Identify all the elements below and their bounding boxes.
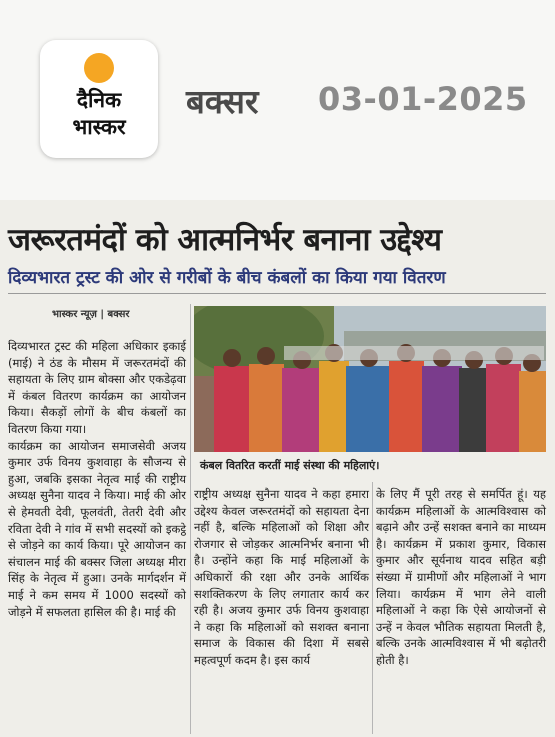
group-photo-illustration bbox=[194, 306, 546, 452]
masthead bbox=[0, 0, 555, 200]
article-column-right bbox=[376, 486, 546, 736]
article-headline: जरूरतमंदों को आत्मनिर्भर बनाना उद्देश्य bbox=[8, 222, 442, 258]
dainik-bhaskar-logo bbox=[40, 40, 158, 158]
article-column-left bbox=[8, 338, 186, 736]
edition-date: 03-01-2025 bbox=[318, 80, 528, 118]
photo-caption: कंबल वितरित करतीं माई संस्था की महिलाएं। bbox=[200, 459, 380, 472]
newspaper-clipping bbox=[0, 200, 555, 737]
logo-text-line1: दैनिक bbox=[76, 88, 122, 112]
logo-text-line2: भास्कर bbox=[72, 115, 126, 139]
column-divider bbox=[190, 304, 191, 734]
article-photo bbox=[194, 306, 546, 452]
column-divider bbox=[372, 482, 373, 734]
paragraph: कार्यक्रम का आयोजन समाजसेवी अजय कुमार उर्फ विनय कुशवाहा के सौजन्य से हुआ, जबकि इसका नेतृत्व माई की राष्ट्रीय अध्यक्ष सुनैना यादव ने किया। माई की ओर से हेमवती देवी, फूलवंती, तेतरी देवी और रविता देवी ने गांव में सभी सदस्यों को इकट्ठे से जोड़ने का कार्य किया। पूरे आयोजन का संचालन माई की बक्सर जिला अध्यक्ष मीरा सिंह के नेतृत्व में हुआ। उनके मार्गदर्शन में माई ने कम समय में 1000 सदस्यों को जोड़ने में सफलता हासिल की है। माई की bbox=[8, 438, 186, 619]
article-column-middle bbox=[194, 486, 369, 736]
paragraph: राष्ट्रीय अध्यक्ष सुनैना यादव ने कहा हमारा उद्देश्य केवल जरूरतमंदों को सहायता देना नहीं है, बल्कि महिलाओं को शिक्षा और रोजगार से जोड़कर आत्मनिर्भर बनाना भी है। उन्होंने कहा कि माई महिलाओं के अधिकारों की रक्षा और उनके आर्थिक सशक्तिकरण के लिए लगातार कार्य कर रही है। अजय कुमार उर्फ विनय कुशवाहा ने कहा कि महिलाओं को सशक्त बनाना समाज के विकास की दिशा में सबसे महत्वपूर्ण कदम है। इस कार्य bbox=[194, 487, 369, 667]
paragraph: के लिए मैं पूरी तरह से समर्पित हूं। यह कार्यक्रम महिलाओं के आत्मविश्वास को बढ़ाने और उन्हें सशक्त बनाने का माध्यम है। कार्यक्रम में प्रकाश कुमार, विकास कुमार और सूर्यनाथ यादव सहित बड़ी संख्या में ग्रामीणों और महिलाओं ने भाग लिया। कार्यक्रम में भाग लेने वाली महिलाओं ने कहा कि ऐसे आयोजनों से उन्हें न केवल भौतिक सहायता मिलती है, बल्कि उनके आत्मविश्वास में भी बढ़ोतरी होती है। bbox=[376, 487, 546, 667]
sun-icon bbox=[84, 53, 114, 83]
article-byline: भास्कर न्यूज़ | बक्सर bbox=[52, 309, 130, 320]
article-subheadline: दिव्यभारत ट्रस्ट की ओर से गरीबों के बीच कंबलों का किया गया वितरण bbox=[8, 268, 446, 288]
paragraph: दिव्यभारत ट्रस्ट की महिला अधिकार इकाई (माई) ने ठंड के मौसम में जरूरतमंदों की सहायता के लिए ग्राम बोक्सा और एकडेढ़वा में कंबल वितरण कार्यक्रम का आयोजन किया। सैकड़ों लोगों के बीच कंबलों का वितरण किया गया। bbox=[8, 339, 186, 436]
edition-place: बक्सर bbox=[186, 82, 259, 121]
divider bbox=[8, 293, 546, 294]
